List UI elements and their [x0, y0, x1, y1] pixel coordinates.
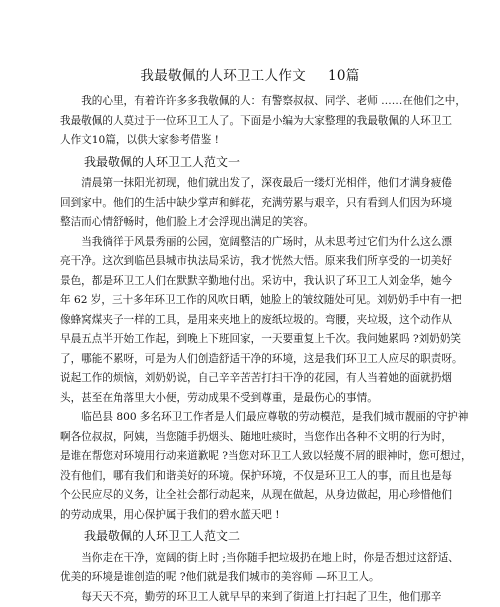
text-line: 当我徜徉于风景秀丽的公园，宽阔整洁的广场时，从未思考过它们为什么这么漂 [60, 233, 445, 253]
text-line: 头，甚至在角落里大小便，劳动成果不受到尊重，是最伤心的事情。 [60, 389, 445, 409]
paragraph [60, 588, 445, 607]
section-heading-2: 我最敬佩的人环卫工人范文二 [60, 527, 445, 547]
text-line: 了，哪能不累呀，可是为人们创造舒适干净的环境，这是我们环卫工人应尽的职责呀。 [60, 350, 445, 370]
intro-paragraph [60, 92, 445, 112]
paragraph [60, 408, 445, 428]
title-count: 10篇 [328, 68, 360, 84]
document-body [60, 92, 445, 607]
text-line: 亮干净。这次到临邑县城市执法局采访，我才恍然大悟。原来我们所享受的一切美好 [60, 252, 445, 272]
text-line: 优美的环境是谁创造的呢 ?他们就是我们城市的美容师 —环卫工人。 [60, 568, 445, 588]
paragraph-cont [60, 428, 445, 526]
text-line: 人作文10篇，以供大家参考借鉴 ! [60, 131, 445, 151]
intro-paragraph-cont [60, 112, 445, 151]
page-title [0, 64, 500, 84]
paragraph [60, 174, 445, 194]
text-line: 我的心里，有着许许多多我敬佩的人：有警察叔叔、同学、老师 ……在他们之中， [60, 92, 445, 112]
text-line: 清晨第一抹阳光初现，他们就出发了，深夜最后一缕灯光相伴，他们才满身疲倦 [60, 174, 445, 194]
text-line: 个公民应尽的义务，让全社会都行动起来，从现在做起，从身边做起，用心珍惜他们 [60, 486, 445, 506]
paragraph [60, 233, 445, 253]
paragraph-cont [60, 194, 445, 233]
text-line: 景色，都是环卫工人们在默默辛勤地付出。采访中，我认识了环卫工人刘金华，她今 [60, 272, 445, 292]
paragraph-cont [60, 568, 445, 588]
text-line: 是谁在帮您对环境用行动来道歉呢 ?当您对环卫工人致以轻蔑不屑的眼神时，您可想过， [60, 447, 445, 467]
text-line: 回到家中。他们的生活中缺少掌声和鲜花，充满劳累与艰辛，只有看到人们因为环境 [60, 194, 445, 214]
paragraph-cont [60, 252, 445, 408]
text-line: 年 62 岁，三十多年环卫工作的风吹日晒，她脸上的皱纹随处可见。刘奶奶手中有一把 [60, 291, 445, 311]
text-line: 的劳动成果，用心保护属于我们的碧水蓝天吧 ! [60, 506, 445, 526]
text-line: 整洁而心情舒畅时，他们脸上才会浮现出满足的笑容。 [60, 213, 445, 233]
text-line: 说起工作的烦恼，刘奶奶说，自己辛辛苦苦打扫干净的花园，有人当着她的面就扔烟 [60, 369, 445, 389]
paragraph [60, 549, 445, 569]
text-line: 我最敬佩的人莫过于一位环卫工人了。下面是小编为大家整理的我最敬佩的人环卫工 [60, 112, 445, 132]
text-line: 像蜂窝煤夹子一样的工具，是用来夹地上的废纸垃圾的。弯腰，夹垃圾，这个动作从 [60, 311, 445, 331]
text-line: 当你走在干净，宽阔的街上时 ;当你随手把垃圾扔在地上时，你是否想过这舒适、 [60, 549, 445, 569]
text-line: 早晨五点半开始工作起，到晚上下班回家，一天要重复上千次。我问她累吗 ?刘奶奶笑 [60, 330, 445, 350]
text-line: 啊各位叔叔，阿姨，当您随手扔烟头、随地吐痰时，当您作出各种不文明的行为时， [60, 428, 445, 448]
text-line: 临邑县 800 多名环卫工作者是人们最应尊敬的劳动模范，是我们城市靓丽的守护神 [60, 408, 445, 428]
section-heading-1: 我最敬佩的人环卫工人范文一 [60, 153, 445, 173]
text-line: 没有他们，哪有我们和谐美好的环境。保护环境，不仅是环卫工人的事，而且也是每 [60, 467, 445, 487]
text-line: 每天天不亮，勤劳的环卫工人就早早的来到了街道上打扫起了卫生，他们那辛 [60, 588, 445, 607]
title-text: 我最敬佩的人环卫工人作文 [140, 68, 306, 84]
